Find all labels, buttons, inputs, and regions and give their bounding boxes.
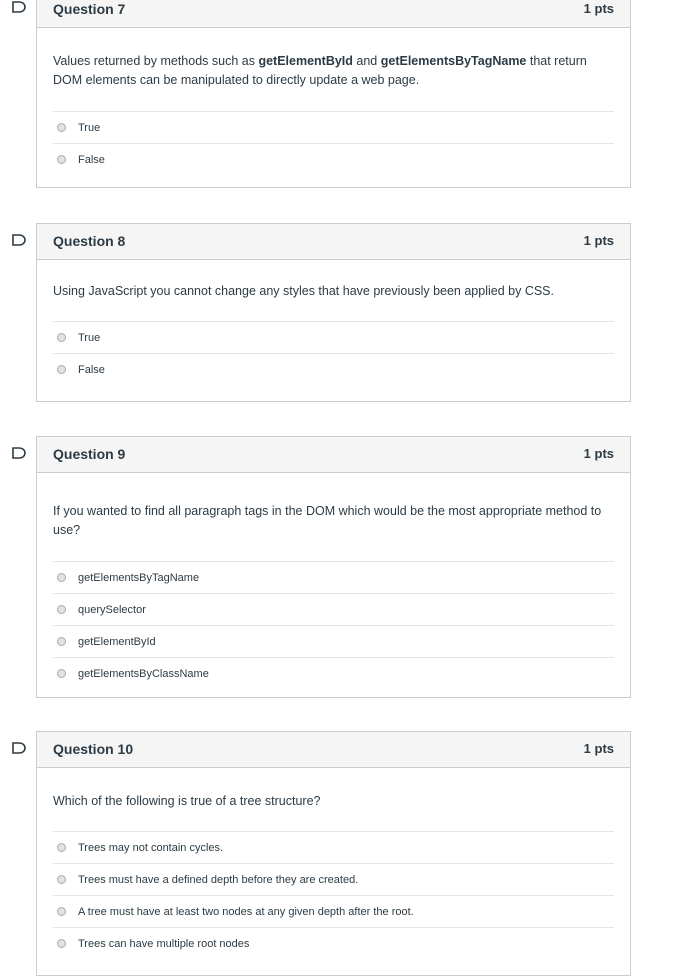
answer-list xyxy=(53,321,614,385)
answer-label: A tree must have at least two nodes at any given depth after the root. xyxy=(78,905,414,918)
radio-button[interactable] xyxy=(57,573,66,582)
question-10 xyxy=(36,731,631,976)
answer-option[interactable] xyxy=(53,626,614,658)
answer-list xyxy=(53,111,614,175)
answer-label: True xyxy=(78,331,101,344)
answer-label: False xyxy=(78,363,105,376)
answer-label: True xyxy=(78,121,101,134)
flag-question-icon[interactable] xyxy=(12,234,26,246)
radio-button[interactable] xyxy=(57,333,66,342)
answer-label: querySelector xyxy=(78,603,146,616)
question-title: Question 7 xyxy=(53,1,126,17)
answer-label: getElementById xyxy=(78,635,156,648)
radio-button[interactable] xyxy=(57,155,66,164)
answer-option[interactable] xyxy=(53,896,614,928)
radio-button[interactable] xyxy=(57,637,66,646)
question-header xyxy=(37,732,630,768)
radio-button[interactable] xyxy=(57,907,66,916)
question-text: Which of the following is true of a tree structure? xyxy=(53,794,321,808)
answer-option[interactable] xyxy=(53,112,614,144)
question-8 xyxy=(36,223,631,402)
radio-button[interactable] xyxy=(57,875,66,884)
answer-label: Trees must have a defined depth before they are created. xyxy=(78,873,359,886)
question-text: If you wanted to find all paragraph tags in the DOM which would be the most appropriate method to use? xyxy=(53,504,602,537)
radio-button[interactable] xyxy=(57,605,66,614)
answer-label: False xyxy=(78,153,105,166)
question-header xyxy=(37,224,630,260)
answer-option[interactable] xyxy=(53,832,614,864)
question-points: 1 pts xyxy=(583,741,614,756)
answer-label: Trees can have multiple root nodes xyxy=(78,937,250,950)
flag-question-icon[interactable] xyxy=(12,1,26,13)
question-title: Question 9 xyxy=(53,446,126,462)
question-text: Values returned by methods such as getElementById and getElementsByTagName that return DOM elements can be manipulated to directly update a web page. xyxy=(53,54,587,87)
question-text: Using JavaScript you cannot change any styles that have previously been applied by CSS. xyxy=(53,284,554,298)
answer-option[interactable] xyxy=(53,562,614,594)
radio-button[interactable] xyxy=(57,365,66,374)
flag-question-icon[interactable] xyxy=(12,447,26,459)
question-title: Question 8 xyxy=(53,233,126,249)
radio-button[interactable] xyxy=(57,669,66,678)
question-title: Question 10 xyxy=(53,741,134,757)
question-header xyxy=(37,0,630,28)
answer-label: getElementsByClassName xyxy=(78,667,209,680)
answer-label: Trees may not contain cycles. xyxy=(78,841,224,854)
answer-option[interactable] xyxy=(53,354,614,385)
answer-option[interactable] xyxy=(53,928,614,959)
question-9 xyxy=(36,436,631,698)
question-points: 1 pts xyxy=(583,233,614,248)
answer-option[interactable] xyxy=(53,594,614,626)
answer-option[interactable] xyxy=(53,864,614,896)
question-points: 1 pts xyxy=(583,446,614,461)
radio-button[interactable] xyxy=(57,843,66,852)
answer-option[interactable] xyxy=(53,322,614,354)
answer-option[interactable] xyxy=(53,658,614,689)
question-header xyxy=(37,437,630,473)
flag-question-icon[interactable] xyxy=(12,742,26,754)
answer-option[interactable] xyxy=(53,144,614,175)
question-points: 1 pts xyxy=(583,1,614,16)
radio-button[interactable] xyxy=(57,939,66,948)
answer-list xyxy=(53,831,614,959)
answer-list xyxy=(53,561,614,689)
question-7 xyxy=(36,0,631,188)
radio-button[interactable] xyxy=(57,123,66,132)
answer-label: getElementsByTagName xyxy=(78,571,200,584)
